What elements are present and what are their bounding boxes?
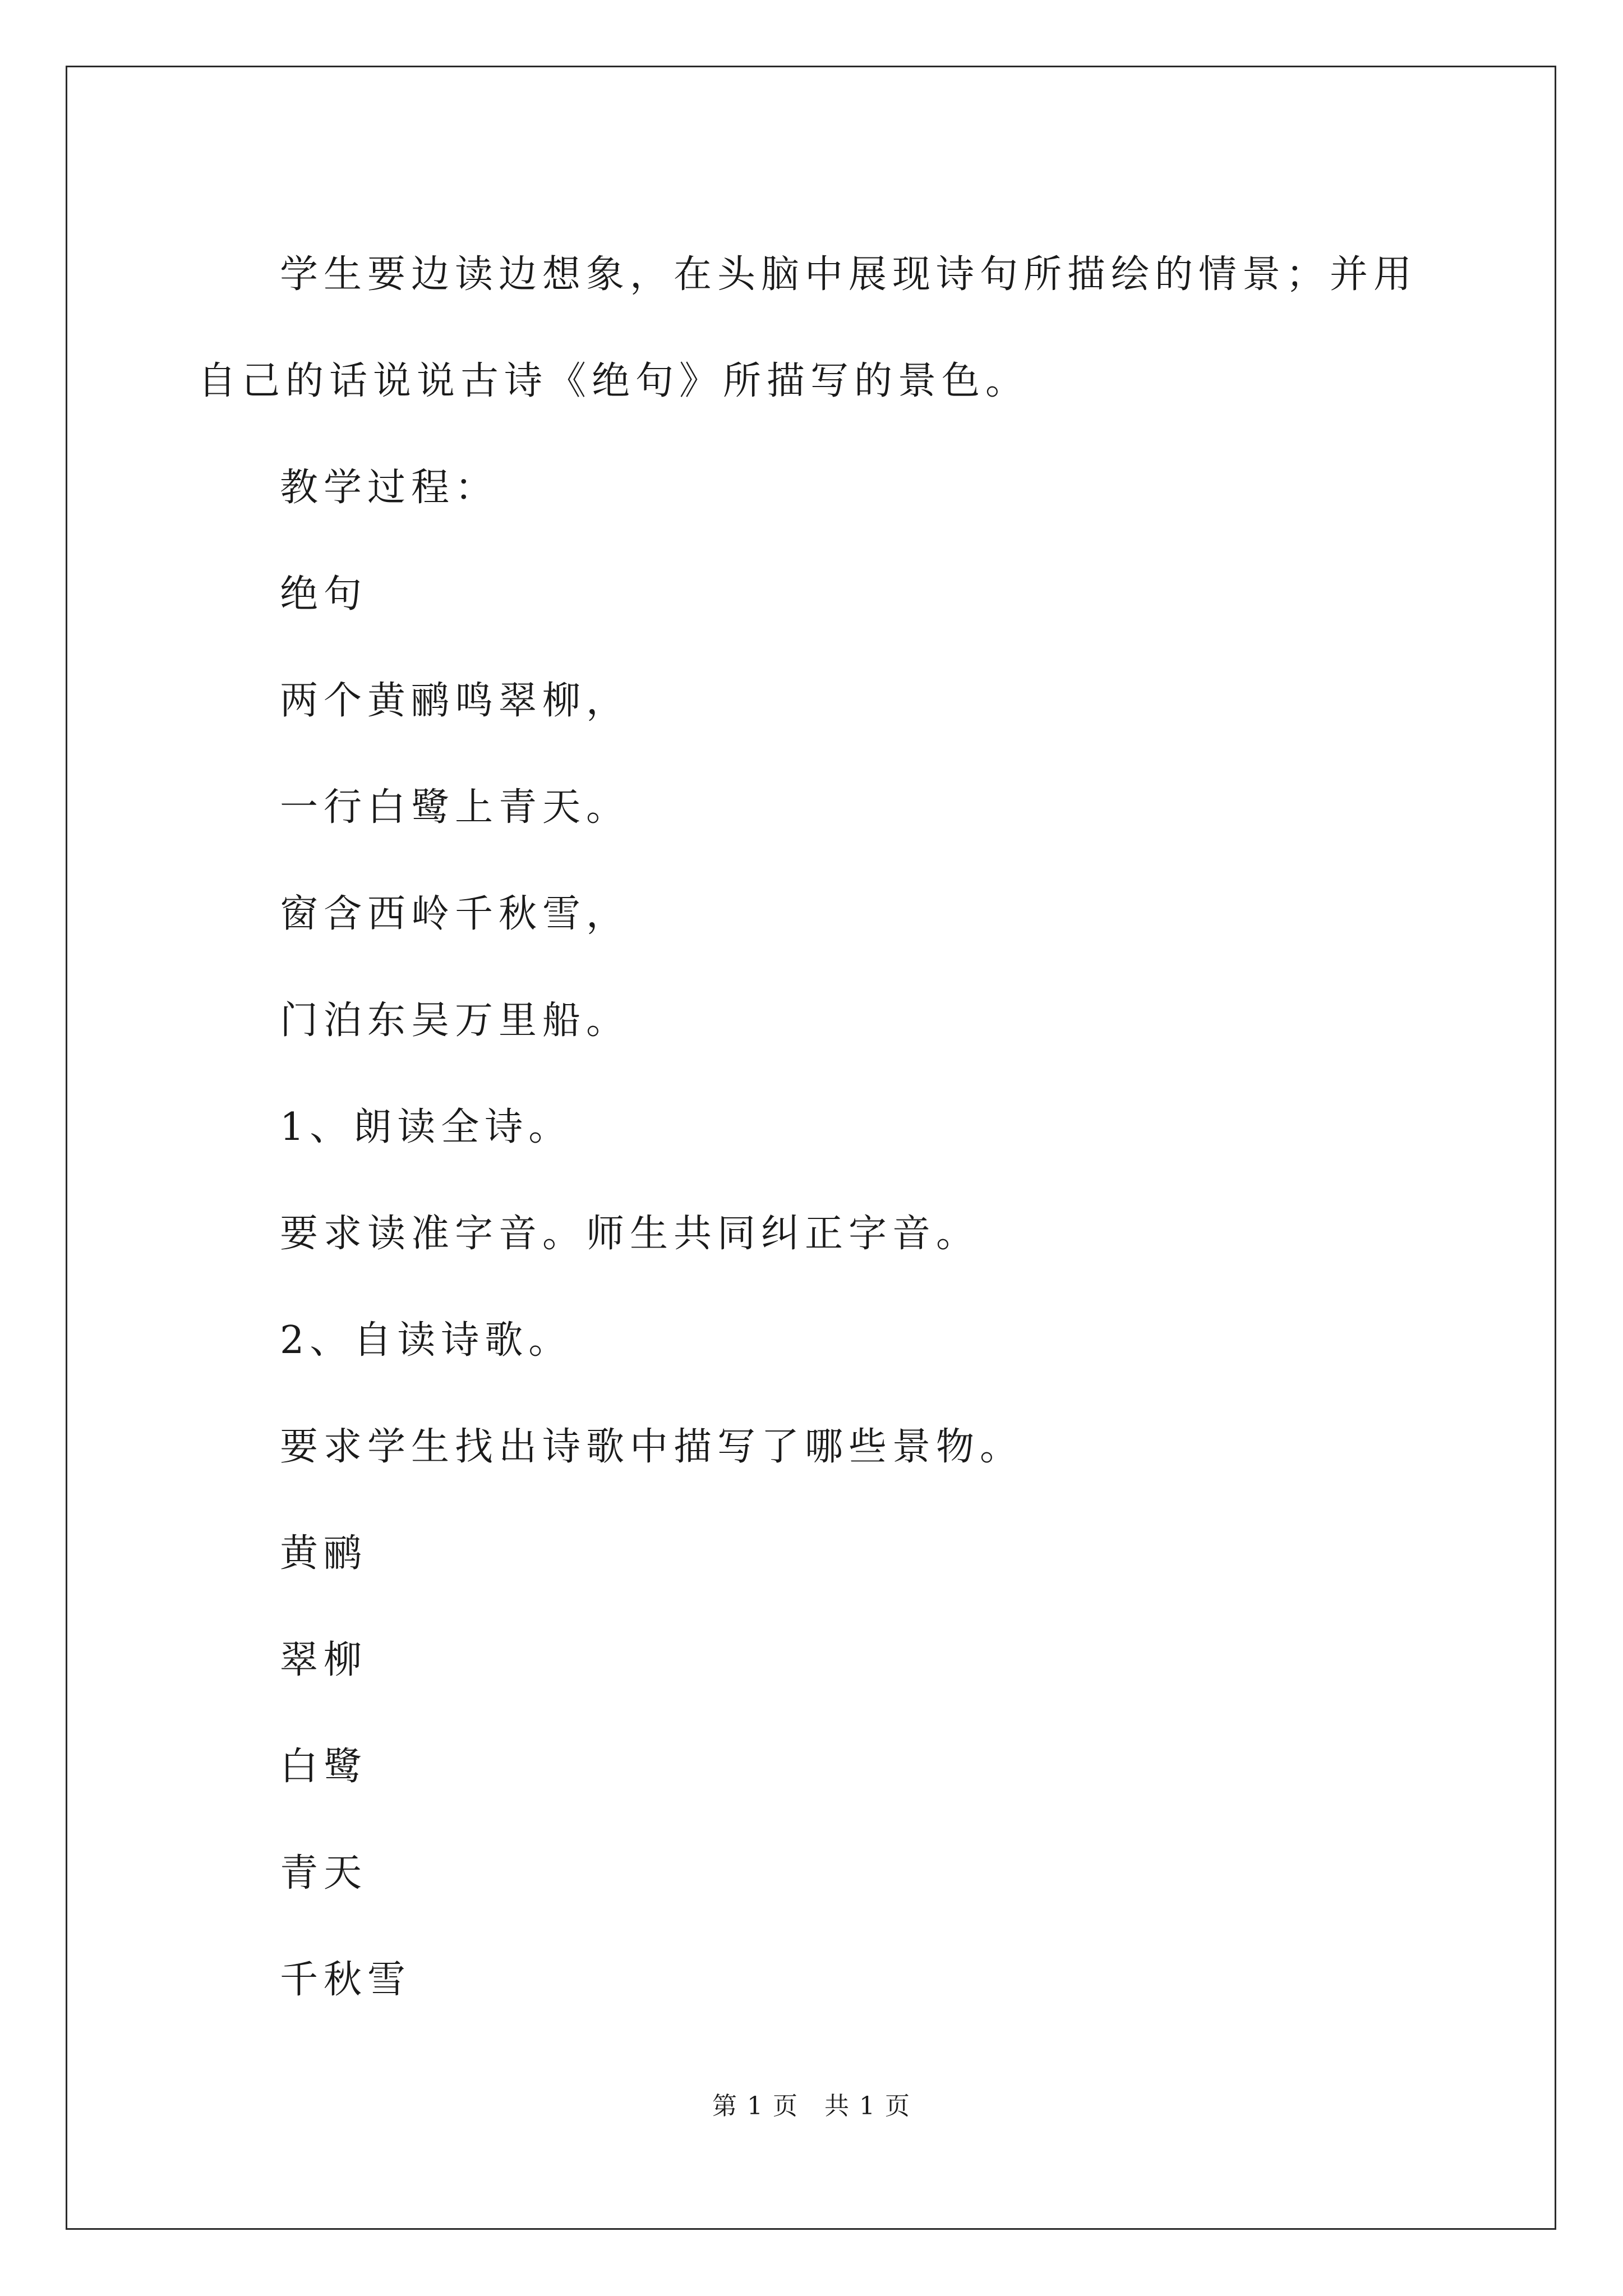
paragraph-intro: 学生要边读边想象，在头脑中展现诗句所描绘的情景；并用自己的话说说古诗《绝句》所描写的景色。 xyxy=(198,252,1418,403)
scenery-item: 翠柳 xyxy=(280,1638,368,1682)
step-2-heading: 2、自读诗歌。 xyxy=(280,1318,573,1363)
document-body xyxy=(198,222,1426,2033)
scenery-item: 白鹭 xyxy=(280,1745,368,1789)
page-footer: 第 1 页 共 1 页 xyxy=(712,2092,911,2120)
scenery-item: 黄鹂 xyxy=(280,1531,368,1576)
poem-line-2: 一行白鹭上青天。 xyxy=(280,785,630,830)
poem-line-3: 窗含西岭千秋雪， xyxy=(280,892,630,936)
step-2-detail: 要求学生找出诗歌中描写了哪些景物。 xyxy=(280,1425,1024,1469)
poem-line-1: 两个黄鹂鸣翠柳， xyxy=(280,679,630,723)
scenery-item: 青天 xyxy=(280,1851,368,1895)
poem-title: 绝句 xyxy=(280,572,368,616)
paragraph-heading-process: 教学过程： xyxy=(280,466,499,510)
poem-line-4: 门泊东吴万里船。 xyxy=(280,999,630,1043)
step-1-detail: 要求读准字音。师生共同纠正字音。 xyxy=(280,1212,980,1256)
step-1-heading: 1、朗读全诗。 xyxy=(280,1105,573,1149)
scenery-item: 千秋雪 xyxy=(280,1958,412,2002)
